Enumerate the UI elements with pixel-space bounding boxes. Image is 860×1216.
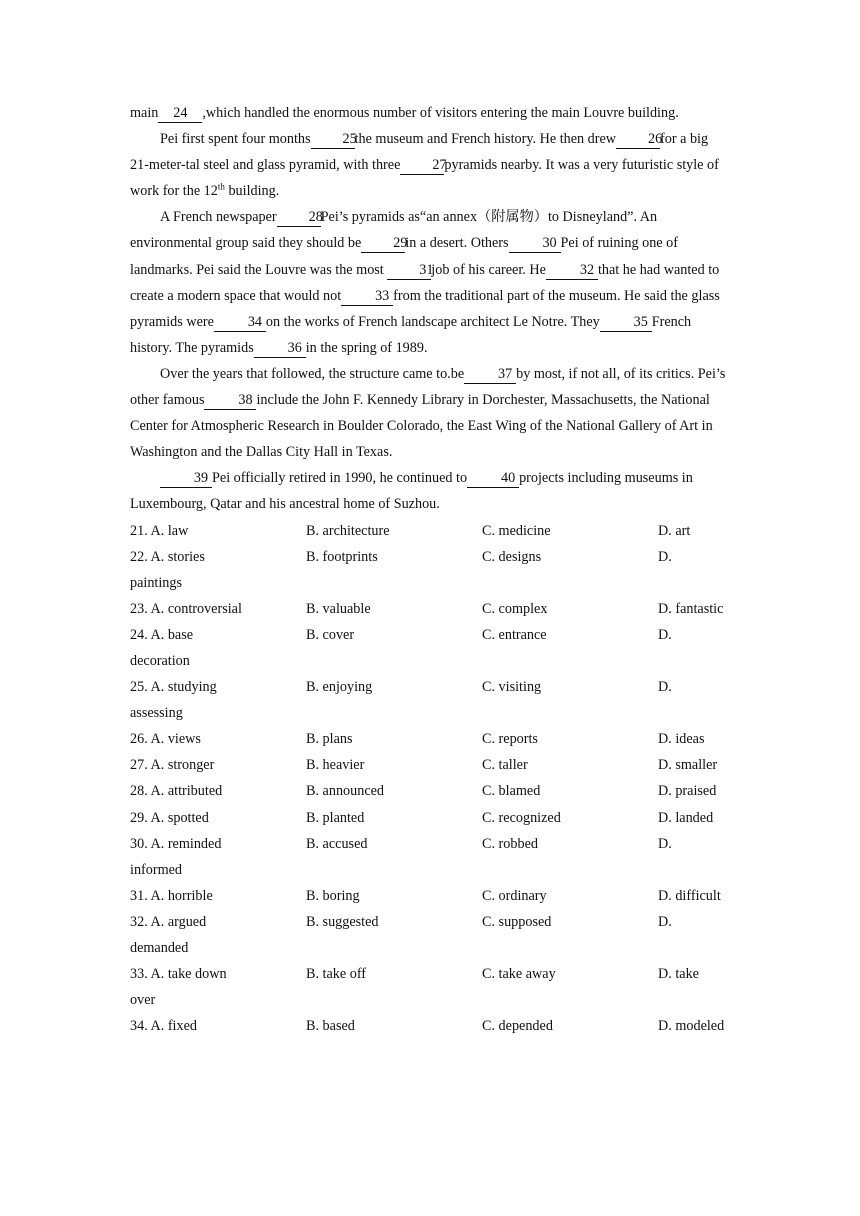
option-a: 32. A. argued bbox=[130, 913, 207, 930]
option-d: D. take bbox=[658, 966, 699, 983]
text: A French newspaper bbox=[160, 209, 277, 226]
option-row bbox=[130, 518, 730, 544]
text: Pei of ruining one of landmarks. Pei said the Louvre was the most bbox=[130, 235, 678, 278]
option-b: B. boring bbox=[306, 887, 360, 904]
option-row bbox=[130, 752, 730, 778]
option-d: D. modeled bbox=[658, 1018, 725, 1035]
text: ,which handled the enormous number of visitors entering the main Louvre building. bbox=[202, 105, 679, 121]
text: projects including museums in Luxembourg, Qatar and his ancestral home of Suzhou. bbox=[130, 470, 693, 513]
blank-34: 34 bbox=[214, 313, 266, 332]
option-a: 26. A. views bbox=[130, 731, 201, 748]
option-row bbox=[130, 883, 730, 909]
blank-25: 25 bbox=[311, 130, 355, 149]
blank-35: 35 bbox=[600, 313, 652, 332]
option-c: C. medicine bbox=[482, 522, 551, 539]
options-list bbox=[130, 518, 730, 1040]
option-row bbox=[130, 544, 730, 596]
option-c: C. supposed bbox=[482, 913, 552, 930]
option-row bbox=[130, 805, 730, 831]
text: Pei’s pyramids as“an annex（附属物）to Disneyland”. An environmental group said they should be bbox=[130, 209, 658, 252]
option-row bbox=[130, 909, 730, 961]
text: job of his career. He bbox=[431, 261, 546, 278]
blank-24: 24 bbox=[158, 104, 202, 123]
option-c: C. designs bbox=[482, 548, 542, 565]
option-row bbox=[130, 674, 730, 726]
option-c: C. robbed bbox=[482, 835, 538, 852]
text: building. bbox=[224, 183, 280, 200]
option-a: 28. A. attributed bbox=[130, 783, 223, 800]
text: Pei first spent four months bbox=[160, 131, 311, 148]
paragraph-5 bbox=[130, 465, 730, 517]
paragraph-2 bbox=[130, 126, 730, 204]
option-d-continued: decoration bbox=[130, 652, 190, 669]
blank-36: 36 bbox=[254, 339, 306, 358]
text: main bbox=[130, 105, 159, 121]
option-d-continued: paintings bbox=[130, 574, 183, 591]
option-b: B. cover bbox=[306, 626, 355, 643]
option-c: C. complex bbox=[482, 600, 548, 617]
option-row bbox=[130, 831, 730, 883]
blank-26: 26 bbox=[616, 130, 660, 149]
option-c: C. recognized bbox=[482, 809, 561, 826]
option-d: D. bbox=[658, 548, 672, 565]
paragraph-1 bbox=[130, 100, 730, 126]
option-d: D. art bbox=[658, 522, 691, 539]
paragraph-3 bbox=[130, 204, 730, 361]
text: in the spring of 1989. bbox=[305, 339, 428, 356]
option-a: 22. A. stories bbox=[130, 548, 205, 565]
blank-27: 27 bbox=[400, 156, 444, 175]
option-b: B. plans bbox=[306, 731, 353, 748]
option-d: D. bbox=[658, 913, 672, 930]
option-d: D. smaller bbox=[658, 757, 718, 774]
option-b: B. planted bbox=[306, 809, 365, 826]
text: from the traditional part of the museum. He said the glass pyramids were bbox=[130, 287, 720, 330]
text: Pei officially retired in 1990, he continued to bbox=[212, 470, 468, 487]
text: in a desert. Others bbox=[405, 235, 509, 252]
option-d: D. difficult bbox=[658, 887, 721, 904]
text: on the works of French landscape architect Le Notre. They bbox=[265, 313, 600, 330]
exam-page bbox=[130, 100, 730, 1039]
option-d: D. ideas bbox=[658, 731, 705, 748]
option-b: B. accused bbox=[306, 835, 368, 852]
option-c: C. blamed bbox=[482, 783, 541, 800]
blank-40: 40 bbox=[467, 469, 519, 488]
option-b: B. architecture bbox=[306, 522, 390, 539]
option-a: 30. A. reminded bbox=[130, 835, 222, 852]
blank-30: 30 bbox=[509, 234, 561, 253]
blank-29: 29 bbox=[361, 234, 405, 253]
option-a: 29. A. spotted bbox=[130, 809, 209, 826]
text: French history. The pyramids bbox=[130, 313, 692, 356]
option-d: D. bbox=[658, 835, 672, 852]
option-d: D. bbox=[658, 626, 672, 643]
option-b: B. suggested bbox=[306, 913, 379, 930]
blank-28: 28 bbox=[277, 208, 321, 227]
option-d-continued: assessing bbox=[130, 705, 183, 722]
option-c: C. entrance bbox=[482, 626, 547, 643]
text: that he had wanted to create a modern space that would not bbox=[130, 261, 720, 304]
option-b: B. take off bbox=[306, 966, 367, 983]
text: the museum and French history. He then drew bbox=[354, 131, 617, 148]
option-c: C. ordinary bbox=[482, 887, 547, 904]
blank-38: 38 bbox=[204, 391, 256, 410]
paragraph-4 bbox=[130, 361, 730, 465]
option-b: B. heavier bbox=[306, 757, 365, 774]
option-a: 21. A. law bbox=[130, 522, 189, 539]
option-c: C. reports bbox=[482, 731, 538, 748]
option-d: D. landed bbox=[658, 809, 714, 826]
blank-32: 32 bbox=[546, 261, 598, 280]
option-row bbox=[130, 726, 730, 752]
option-row bbox=[130, 778, 730, 804]
blank-31: 31 bbox=[387, 261, 431, 280]
blank-37: 37 bbox=[464, 365, 516, 384]
superscript: th bbox=[217, 181, 225, 192]
option-row bbox=[130, 622, 730, 674]
option-b: B. announced bbox=[306, 783, 385, 800]
text: Over the years that followed, the structure came to.be bbox=[160, 365, 465, 382]
option-c: C. depended bbox=[482, 1018, 553, 1035]
text: for a big 21-meter-tal steel and glass pyramid, with three bbox=[130, 131, 709, 174]
option-a: 33. A. take down bbox=[130, 966, 227, 983]
option-d-continued: informed bbox=[130, 861, 183, 878]
option-a: 25. A. studying bbox=[130, 679, 217, 696]
option-b: B. valuable bbox=[306, 600, 371, 617]
option-c: C. take away bbox=[482, 966, 556, 983]
option-a: 24. A. base bbox=[130, 626, 194, 643]
blank-33: 33 bbox=[341, 287, 393, 306]
option-d-continued: demanded bbox=[130, 940, 189, 956]
option-row bbox=[130, 596, 730, 622]
option-d-continued: over bbox=[130, 992, 156, 1009]
option-a: 27. A. stronger bbox=[130, 757, 215, 774]
text: by most, if not all, of its critics. Pei’s other famous bbox=[130, 365, 726, 409]
option-d: D. praised bbox=[658, 783, 717, 800]
option-a: 31. A. horrible bbox=[130, 887, 213, 904]
option-b: B. enjoying bbox=[306, 679, 373, 696]
text: pyramids nearby. It was a very futuristic style of work for the 12 bbox=[130, 157, 719, 200]
option-b: B. footprints bbox=[306, 548, 378, 565]
option-d: D. fantastic bbox=[658, 600, 724, 617]
option-row bbox=[130, 1013, 730, 1039]
option-b: B. based bbox=[306, 1018, 355, 1035]
option-a: 34. A. fixed bbox=[130, 1018, 197, 1035]
option-a: 23. A. controversial bbox=[130, 600, 242, 617]
blank-39: 39 bbox=[160, 469, 212, 488]
option-c: C. visiting bbox=[482, 679, 542, 696]
option-c: C. taller bbox=[482, 757, 528, 774]
text: include the John F. Kennedy Library in Dorchester, Massachusetts, the National Center for Atmospheric Research in Boulder Colorado, the East Wing of the National Gallery of Art in Washington and the Dallas City Hall in Texas. bbox=[130, 392, 713, 461]
option-row bbox=[130, 961, 730, 1013]
option-d: D. bbox=[658, 679, 672, 696]
